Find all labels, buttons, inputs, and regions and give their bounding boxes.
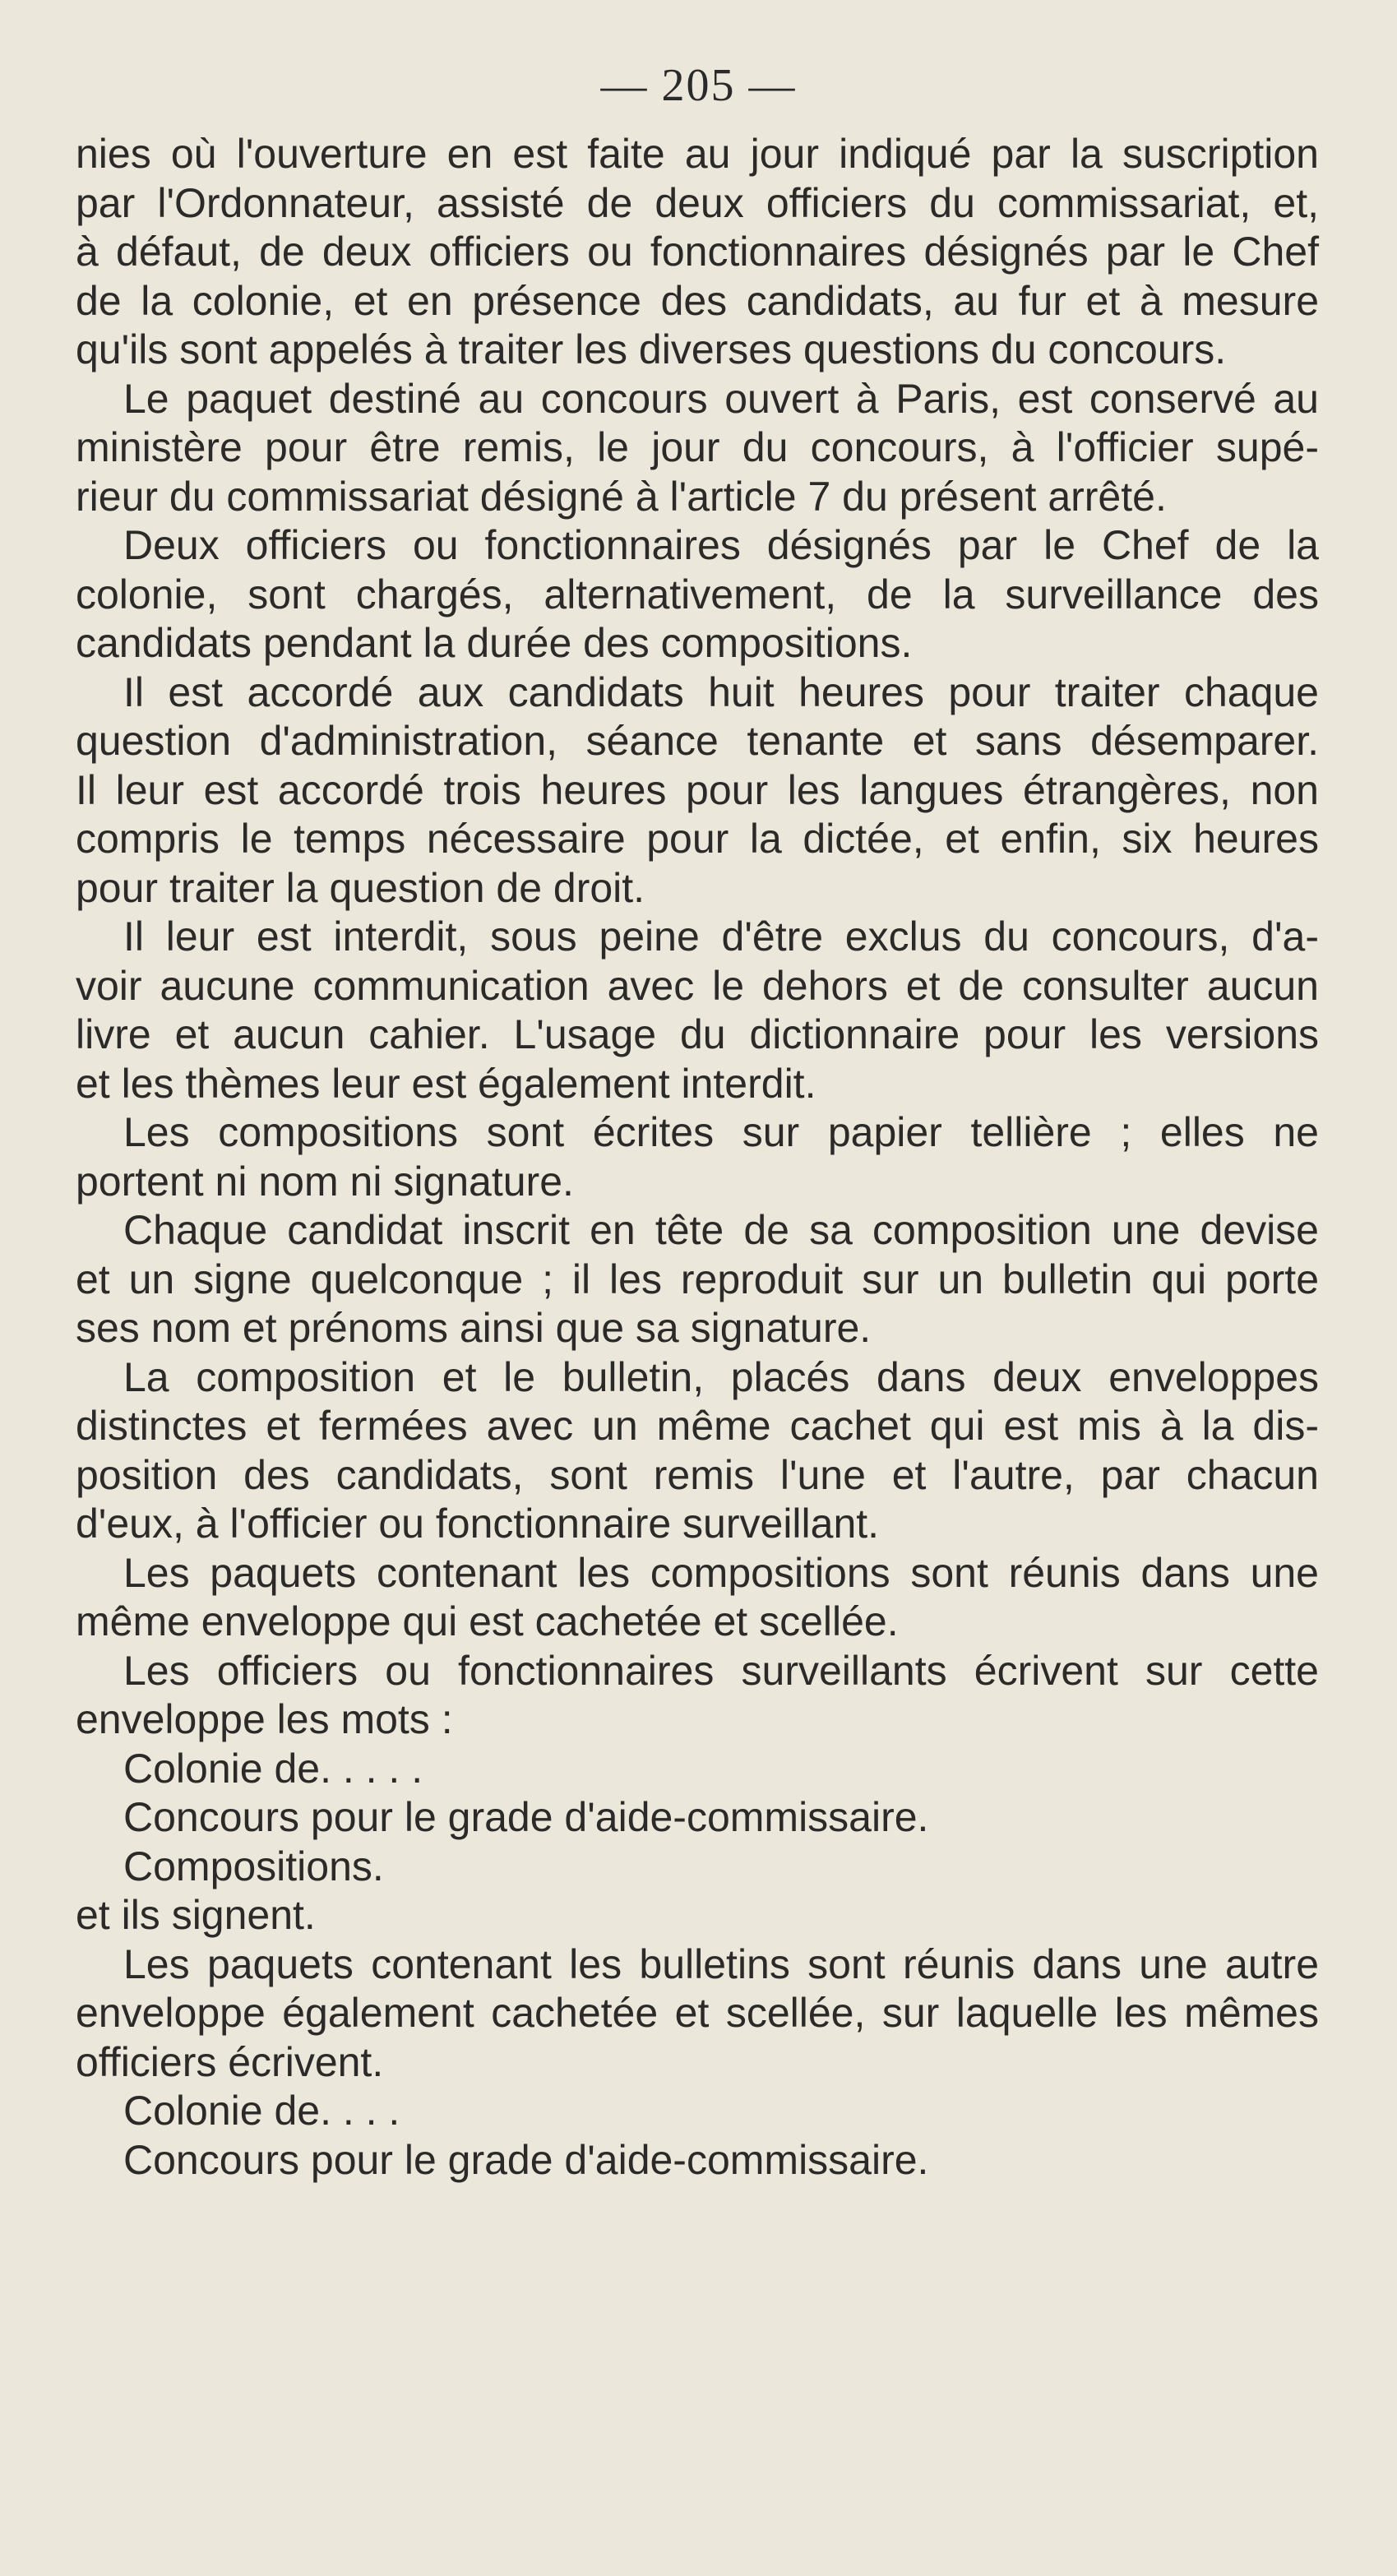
text-line: de la colonie, et en présence des candidats, au fur et à mesure [76,277,1319,324]
text-line: Colonie de. . . . [123,2088,400,2134]
text-line: Il est accordé aux candidats huit heures pour traiter chaque [123,668,1319,715]
text-line: qu'ils sont appelés à traiter les diverses questions du concours. [76,326,1227,372]
text-line: colonie, sont chargés, alternativement, de la surveillance des [76,571,1319,617]
text-line: par l'Ordonnateur, assisté de deux officiers du commissariat, et, [76,179,1319,226]
text-line: Concours pour le grade d'aide-commissaire. [123,2136,929,2183]
text-line: livre et aucun cahier. L'usage du dictionnaire pour les versions [76,1011,1319,1057]
text-line: même enveloppe qui est cachetée et scellée. [76,1598,899,1644]
text-line: voir aucune communication avec le dehors et de consulter aucun [76,962,1319,1009]
text-line: Concours pour le grade d'aide-commissaire. [123,1794,929,1840]
text-line: distinctes et fermées avec un même cachet qui est mis à la dis- [76,1403,1319,1449]
text-line: Deux officiers ou fonctionnaires désignés par le Chef de la [123,522,1319,568]
text-line: portent ni nom ni signature. [76,1158,574,1205]
body-text [76,130,1319,2185]
text-line: à défaut, de deux officiers ou fonctionnaires désignés par le Chef [76,229,1319,275]
text-line: officiers écrivent. [76,2038,384,2085]
text-line: rieur du commissariat désigné à l'article 7 du présent arrêté. [76,473,1167,520]
text-line: ses nom et prénoms ainsi que sa signature. [76,1305,872,1351]
text-line: compris le temps nécessaire pour la dictée, et enfin, six heures [76,816,1319,862]
text-line: ministère pour être remis, le jour du concours, à l'officier supé- [76,424,1319,470]
text-line: position des candidats, sont remis l'une et l'autre, par chacun [76,1451,1319,1498]
text-line: candidats pendant la durée des compositions. [76,620,913,666]
text-line: et un signe quelconque ; il les reproduit sur un bulletin qui porte [76,1256,1319,1302]
text-line: Chaque candidat inscrit en tête de sa composition une devise [123,1207,1319,1253]
text-line: enveloppe également cachetée et scellée, sur laquelle les mêmes [76,1990,1319,2036]
text-line: La composition et le bulletin, placés dans deux enveloppes [123,1353,1319,1400]
text-line: et les thèmes leur est également interdit. [76,1060,816,1107]
text-line: pour traiter la question de droit. [76,864,645,911]
text-line: Il leur est interdit, sous peine d'être exclus du concours, d'a- [123,913,1319,960]
text-line: Les compositions sont écrites sur papier tellière ; elles ne [123,1109,1319,1155]
text-line: et ils signent. [76,1892,316,1938]
text-line: nies où l'ouverture en est faite au jour indiqué par la suscription [76,131,1319,177]
text-line: Compositions. [123,1843,384,1889]
text-line: Les officiers ou fonctionnaires surveillants écrivent sur cette [123,1647,1319,1694]
text-line: Il leur est accordé trois heures pour les langues étrangères, non [76,766,1319,813]
text-line: Les paquets contenant les compositions sont réunis dans une [123,1549,1319,1596]
page-number: — 205 — [600,60,797,111]
text-line: Colonie de. . . . . [123,1745,423,1792]
text-line: question d'administration, séance tenante et sans désemparer. [76,718,1319,764]
text-line: Les paquets contenant les bulletins sont réunis dans une autre [123,1940,1319,1987]
text-line: d'eux, à l'officier ou fonctionnaire surveillant. [76,1501,880,1547]
text-line: enveloppe les mots : [76,1696,453,1742]
text-line: Le paquet destiné au concours ouvert à Paris, est conservé au [123,375,1319,422]
